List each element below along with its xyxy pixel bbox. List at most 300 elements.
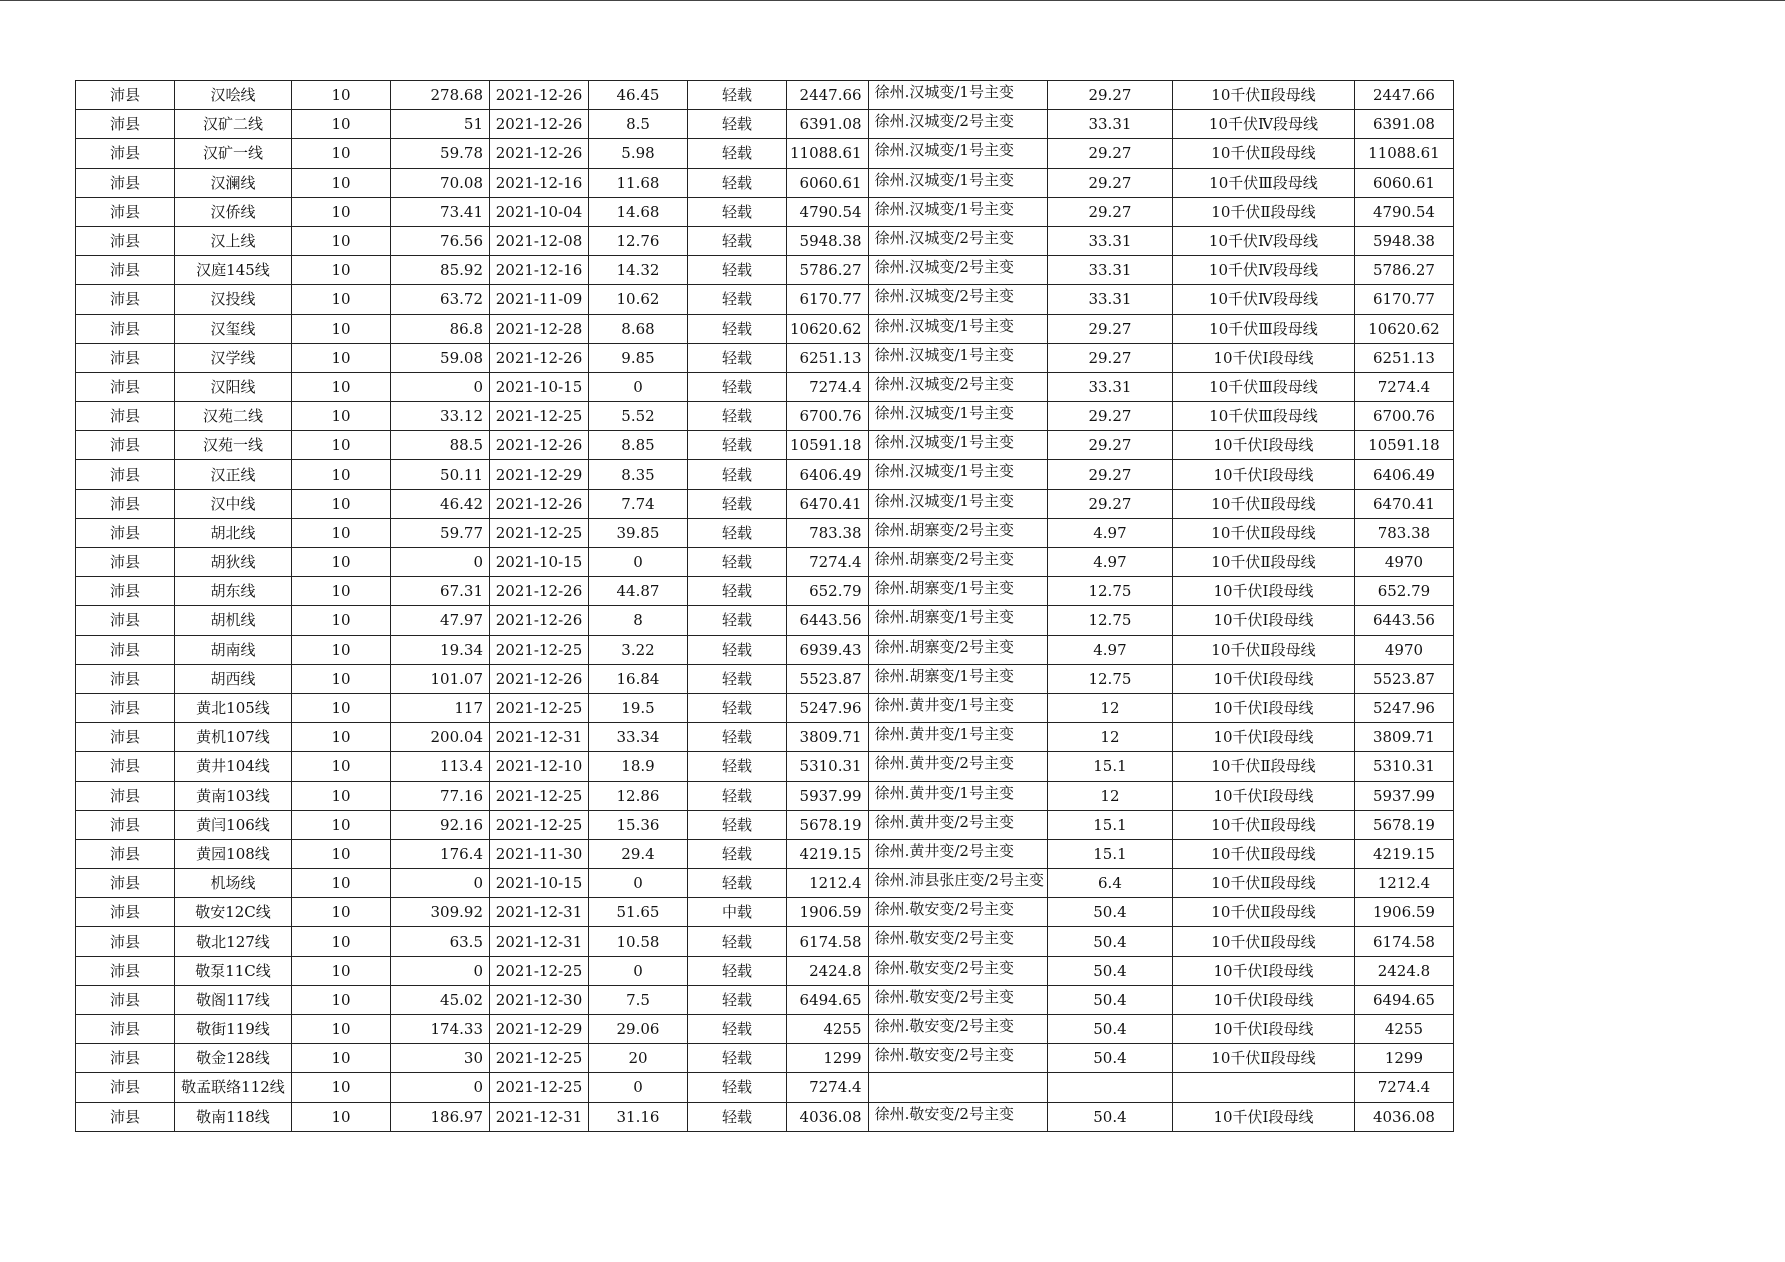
cell-substation-transformer <box>868 1073 1047 1102</box>
cell-county: 沛县 <box>76 664 175 693</box>
cell-capacity: 7274.4 <box>787 372 869 401</box>
cell-load-status: 轻载 <box>688 139 787 168</box>
cell-current: 0 <box>391 1073 490 1102</box>
cell-date: 2021-12-25 <box>490 781 589 810</box>
table-row <box>76 898 1454 927</box>
cell-capacity: 5937.99 <box>787 781 869 810</box>
cell-load-status: 轻载 <box>688 168 787 197</box>
cell-line-name: 胡机线 <box>175 606 292 635</box>
cell-date: 2021-12-26 <box>490 431 589 460</box>
cell-available-capacity: 5310.31 <box>1354 752 1453 781</box>
cell-load-rate: 7.5 <box>589 985 688 1014</box>
cell-substation-transformer: 徐州.黄井变/1号主变 <box>868 781 1047 810</box>
cell-date: 2021-12-26 <box>490 577 589 606</box>
cell-line-name: 胡南线 <box>175 635 292 664</box>
cell-date: 2021-12-31 <box>490 898 589 927</box>
cell-available-capacity: 4255 <box>1354 1015 1453 1044</box>
cell-substation-transformer: 徐州.汉城变/1号主变 <box>868 81 1047 110</box>
cell-load-rate: 0 <box>589 548 688 577</box>
cell-current: 92.16 <box>391 810 490 839</box>
cell-voltage: 10 <box>292 693 391 722</box>
cell-available-capacity: 5523.87 <box>1354 664 1453 693</box>
cell-substation-transformer: 徐州.沛县张庄变/2号主变 <box>868 869 1047 898</box>
cell-available-capacity: 4970 <box>1354 635 1453 664</box>
cell-available-capacity: 652.79 <box>1354 577 1453 606</box>
cell-load-status: 轻载 <box>688 956 787 985</box>
cell-transformer-load-rate: 50.4 <box>1047 956 1172 985</box>
cell-load-status: 轻载 <box>688 343 787 372</box>
table-row <box>76 197 1454 226</box>
cell-county: 沛县 <box>76 927 175 956</box>
cell-transformer-load-rate: 33.31 <box>1047 256 1172 285</box>
cell-substation-transformer: 徐州.汉城变/2号主变 <box>868 256 1047 285</box>
table-row <box>76 664 1454 693</box>
cell-load-status: 轻载 <box>688 577 787 606</box>
cell-county: 沛县 <box>76 314 175 343</box>
cell-capacity: 652.79 <box>787 577 869 606</box>
cell-current: 0 <box>391 869 490 898</box>
table-row <box>76 226 1454 255</box>
table-row <box>76 810 1454 839</box>
cell-voltage: 10 <box>292 226 391 255</box>
cell-county: 沛县 <box>76 548 175 577</box>
cell-substation-transformer: 徐州.汉城变/2号主变 <box>868 285 1047 314</box>
cell-load-status: 轻载 <box>688 664 787 693</box>
cell-current: 86.8 <box>391 314 490 343</box>
cell-substation-transformer: 徐州.汉城变/1号主变 <box>868 431 1047 460</box>
cell-voltage: 10 <box>292 810 391 839</box>
cell-capacity: 5523.87 <box>787 664 869 693</box>
cell-voltage: 10 <box>292 635 391 664</box>
cell-substation-transformer: 徐州.汉城变/1号主变 <box>868 168 1047 197</box>
cell-voltage: 10 <box>292 752 391 781</box>
cell-current: 113.4 <box>391 752 490 781</box>
cell-county: 沛县 <box>76 110 175 139</box>
cell-transformer-load-rate: 33.31 <box>1047 285 1172 314</box>
cell-transformer-load-rate: 50.4 <box>1047 1015 1172 1044</box>
cell-transformer-load-rate: 12.75 <box>1047 606 1172 635</box>
cell-load-status: 轻载 <box>688 256 787 285</box>
cell-load-rate: 46.45 <box>589 81 688 110</box>
cell-current: 73.41 <box>391 197 490 226</box>
cell-load-status: 轻载 <box>688 226 787 255</box>
cell-available-capacity: 6406.49 <box>1354 460 1453 489</box>
cell-busbar: 10千伏Ⅱ段母线 <box>1172 898 1354 927</box>
cell-voltage: 10 <box>292 1102 391 1131</box>
cell-load-status: 轻载 <box>688 752 787 781</box>
cell-line-name: 汉矿一线 <box>175 139 292 168</box>
cell-load-status: 轻载 <box>688 985 787 1014</box>
cell-voltage: 10 <box>292 606 391 635</box>
cell-line-name: 敬金128线 <box>175 1044 292 1073</box>
table-row <box>76 285 1454 314</box>
cell-county: 沛县 <box>76 168 175 197</box>
cell-load-rate: 29.4 <box>589 839 688 868</box>
cell-substation-transformer: 徐州.汉城变/1号主变 <box>868 489 1047 518</box>
cell-date: 2021-11-30 <box>490 839 589 868</box>
cell-busbar: 10千伏Ⅳ段母线 <box>1172 285 1354 314</box>
table-row <box>76 518 1454 547</box>
cell-busbar: 10千伏Ⅰ段母线 <box>1172 431 1354 460</box>
cell-available-capacity: 4036.08 <box>1354 1102 1453 1131</box>
cell-current: 77.16 <box>391 781 490 810</box>
cell-substation-transformer: 徐州.黄井变/2号主变 <box>868 752 1047 781</box>
cell-transformer-load-rate: 50.4 <box>1047 1044 1172 1073</box>
cell-capacity: 2447.66 <box>787 81 869 110</box>
cell-current: 76.56 <box>391 226 490 255</box>
cell-date: 2021-12-10 <box>490 752 589 781</box>
table-row <box>76 343 1454 372</box>
cell-transformer-load-rate: 50.4 <box>1047 898 1172 927</box>
cell-current: 0 <box>391 956 490 985</box>
cell-substation-transformer: 徐州.胡寨变/2号主变 <box>868 548 1047 577</box>
cell-current: 19.34 <box>391 635 490 664</box>
cell-transformer-load-rate: 15.1 <box>1047 752 1172 781</box>
cell-available-capacity: 5937.99 <box>1354 781 1453 810</box>
cell-transformer-load-rate: 29.27 <box>1047 343 1172 372</box>
cell-available-capacity: 5247.96 <box>1354 693 1453 722</box>
table-row <box>76 372 1454 401</box>
cell-date: 2021-12-26 <box>490 343 589 372</box>
cell-line-name: 汉苑二线 <box>175 402 292 431</box>
cell-load-status: 轻载 <box>688 693 787 722</box>
cell-capacity: 6443.56 <box>787 606 869 635</box>
cell-busbar: 10千伏Ⅱ段母线 <box>1172 869 1354 898</box>
cell-load-status: 轻载 <box>688 431 787 460</box>
cell-current: 176.4 <box>391 839 490 868</box>
cell-transformer-load-rate: 12 <box>1047 723 1172 752</box>
cell-line-name: 汉苑一线 <box>175 431 292 460</box>
table-row <box>76 781 1454 810</box>
cell-date: 2021-12-25 <box>490 810 589 839</box>
cell-current: 51 <box>391 110 490 139</box>
cell-transformer-load-rate: 29.27 <box>1047 460 1172 489</box>
cell-capacity: 2424.8 <box>787 956 869 985</box>
cell-available-capacity: 2447.66 <box>1354 81 1453 110</box>
cell-current: 85.92 <box>391 256 490 285</box>
cell-load-rate: 8.35 <box>589 460 688 489</box>
cell-substation-transformer: 徐州.黄井变/2号主变 <box>868 810 1047 839</box>
table-row <box>76 927 1454 956</box>
cell-line-name: 汉矿二线 <box>175 110 292 139</box>
cell-date: 2021-12-25 <box>490 956 589 985</box>
cell-voltage: 10 <box>292 431 391 460</box>
cell-county: 沛县 <box>76 285 175 314</box>
table-row <box>76 314 1454 343</box>
cell-load-status: 轻载 <box>688 489 787 518</box>
cell-county: 沛县 <box>76 577 175 606</box>
cell-transformer-load-rate: 33.31 <box>1047 226 1172 255</box>
cell-substation-transformer: 徐州.黄井变/2号主变 <box>868 839 1047 868</box>
cell-load-rate: 44.87 <box>589 577 688 606</box>
cell-transformer-load-rate: 4.97 <box>1047 635 1172 664</box>
cell-current: 59.77 <box>391 518 490 547</box>
cell-transformer-load-rate: 50.4 <box>1047 927 1172 956</box>
cell-voltage: 10 <box>292 927 391 956</box>
cell-date: 2021-10-15 <box>490 372 589 401</box>
cell-substation-transformer: 徐州.汉城变/1号主变 <box>868 314 1047 343</box>
cell-busbar <box>1172 1073 1354 1102</box>
cell-current: 30 <box>391 1044 490 1073</box>
cell-transformer-load-rate: 29.27 <box>1047 197 1172 226</box>
cell-current: 63.72 <box>391 285 490 314</box>
cell-load-rate: 9.85 <box>589 343 688 372</box>
cell-voltage: 10 <box>292 956 391 985</box>
cell-transformer-load-rate: 6.4 <box>1047 869 1172 898</box>
cell-capacity: 4036.08 <box>787 1102 869 1131</box>
cell-capacity: 7274.4 <box>787 548 869 577</box>
cell-load-status: 轻载 <box>688 197 787 226</box>
cell-capacity: 4790.54 <box>787 197 869 226</box>
cell-available-capacity: 4219.15 <box>1354 839 1453 868</box>
cell-current: 0 <box>391 548 490 577</box>
cell-substation-transformer: 徐州.汉城变/1号主变 <box>868 197 1047 226</box>
cell-substation-transformer: 徐州.敬安变/2号主变 <box>868 1044 1047 1073</box>
cell-capacity: 5948.38 <box>787 226 869 255</box>
cell-capacity: 6060.61 <box>787 168 869 197</box>
cell-busbar: 10千伏Ⅰ段母线 <box>1172 1102 1354 1131</box>
table-body <box>76 81 1454 1132</box>
table-row <box>76 489 1454 518</box>
cell-line-name: 黄井104线 <box>175 752 292 781</box>
table-row <box>76 431 1454 460</box>
cell-available-capacity: 5786.27 <box>1354 256 1453 285</box>
cell-capacity: 6700.76 <box>787 402 869 431</box>
cell-load-rate: 0 <box>589 372 688 401</box>
cell-capacity: 5310.31 <box>787 752 869 781</box>
cell-line-name: 黄机107线 <box>175 723 292 752</box>
cell-voltage: 10 <box>292 1015 391 1044</box>
cell-load-status: 轻载 <box>688 81 787 110</box>
cell-transformer-load-rate: 29.27 <box>1047 168 1172 197</box>
cell-voltage: 10 <box>292 110 391 139</box>
cell-voltage: 10 <box>292 548 391 577</box>
cell-substation-transformer: 徐州.汉城变/1号主变 <box>868 460 1047 489</box>
cell-capacity: 4219.15 <box>787 839 869 868</box>
cell-available-capacity: 6494.65 <box>1354 985 1453 1014</box>
cell-county: 沛县 <box>76 810 175 839</box>
cell-substation-transformer: 徐州.汉城变/2号主变 <box>868 372 1047 401</box>
cell-date: 2021-12-26 <box>490 139 589 168</box>
cell-busbar: 10千伏Ⅰ段母线 <box>1172 723 1354 752</box>
cell-substation-transformer: 徐州.胡寨变/2号主变 <box>868 635 1047 664</box>
cell-line-name: 敬阁117线 <box>175 985 292 1014</box>
cell-load-rate: 15.36 <box>589 810 688 839</box>
cell-available-capacity: 3809.71 <box>1354 723 1453 752</box>
cell-date: 2021-11-09 <box>490 285 589 314</box>
cell-voltage: 10 <box>292 869 391 898</box>
cell-available-capacity: 6174.58 <box>1354 927 1453 956</box>
cell-transformer-load-rate: 29.27 <box>1047 431 1172 460</box>
cell-county: 沛县 <box>76 693 175 722</box>
cell-current: 117 <box>391 693 490 722</box>
cell-load-rate: 8.5 <box>589 110 688 139</box>
cell-current: 59.08 <box>391 343 490 372</box>
cell-available-capacity: 6443.56 <box>1354 606 1453 635</box>
cell-date: 2021-12-26 <box>490 664 589 693</box>
cell-transformer-load-rate: 29.27 <box>1047 139 1172 168</box>
cell-current: 46.42 <box>391 489 490 518</box>
cell-load-status: 轻载 <box>688 548 787 577</box>
cell-substation-transformer: 徐州.汉城变/2号主变 <box>868 110 1047 139</box>
cell-voltage: 10 <box>292 489 391 518</box>
cell-transformer-load-rate <box>1047 1073 1172 1102</box>
cell-transformer-load-rate: 29.27 <box>1047 489 1172 518</box>
cell-load-rate: 18.9 <box>589 752 688 781</box>
cell-county: 沛县 <box>76 489 175 518</box>
cell-busbar: 10千伏Ⅱ段母线 <box>1172 927 1354 956</box>
cell-voltage: 10 <box>292 460 391 489</box>
cell-line-name: 汉侨线 <box>175 197 292 226</box>
cell-load-rate: 5.52 <box>589 402 688 431</box>
cell-busbar: 10千伏Ⅳ段母线 <box>1172 226 1354 255</box>
cell-line-name: 汉澜线 <box>175 168 292 197</box>
cell-load-status: 轻载 <box>688 402 787 431</box>
cell-busbar: 10千伏Ⅱ段母线 <box>1172 548 1354 577</box>
table-row <box>76 139 1454 168</box>
cell-line-name: 汉玺线 <box>175 314 292 343</box>
cell-load-status: 轻载 <box>688 723 787 752</box>
table-row <box>76 869 1454 898</box>
cell-capacity: 7274.4 <box>787 1073 869 1102</box>
cell-busbar: 10千伏Ⅰ段母线 <box>1172 460 1354 489</box>
cell-busbar: 10千伏Ⅱ段母线 <box>1172 489 1354 518</box>
table-row <box>76 723 1454 752</box>
table-row <box>76 110 1454 139</box>
cell-county: 沛县 <box>76 343 175 372</box>
cell-line-name: 黄南103线 <box>175 781 292 810</box>
cell-county: 沛县 <box>76 139 175 168</box>
cell-voltage: 10 <box>292 1044 391 1073</box>
cell-current: 33.12 <box>391 402 490 431</box>
cell-voltage: 10 <box>292 781 391 810</box>
cell-date: 2021-12-25 <box>490 402 589 431</box>
cell-voltage: 10 <box>292 723 391 752</box>
cell-busbar: 10千伏Ⅲ段母线 <box>1172 168 1354 197</box>
cell-current: 186.97 <box>391 1102 490 1131</box>
cell-current: 174.33 <box>391 1015 490 1044</box>
cell-load-rate: 3.22 <box>589 635 688 664</box>
cell-county: 沛县 <box>76 460 175 489</box>
cell-voltage: 10 <box>292 314 391 343</box>
cell-substation-transformer: 徐州.黄井变/1号主变 <box>868 723 1047 752</box>
cell-date: 2021-12-16 <box>490 168 589 197</box>
cell-line-name: 汉中线 <box>175 489 292 518</box>
cell-load-status: 轻载 <box>688 372 787 401</box>
cell-load-status: 轻载 <box>688 1015 787 1044</box>
cell-load-status: 轻载 <box>688 1073 787 1102</box>
cell-date: 2021-12-26 <box>490 81 589 110</box>
cell-voltage: 10 <box>292 285 391 314</box>
cell-current: 200.04 <box>391 723 490 752</box>
table-row <box>76 1015 1454 1044</box>
cell-county: 沛县 <box>76 256 175 285</box>
table-row <box>76 81 1454 110</box>
cell-available-capacity: 6470.41 <box>1354 489 1453 518</box>
cell-capacity: 1212.4 <box>787 869 869 898</box>
cell-capacity: 6494.65 <box>787 985 869 1014</box>
cell-capacity: 6170.77 <box>787 285 869 314</box>
cell-voltage: 10 <box>292 197 391 226</box>
cell-line-name: 汉阳线 <box>175 372 292 401</box>
cell-available-capacity: 6700.76 <box>1354 402 1453 431</box>
cell-available-capacity: 10620.62 <box>1354 314 1453 343</box>
cell-line-name: 敬孟联络112线 <box>175 1073 292 1102</box>
cell-county: 沛县 <box>76 635 175 664</box>
table-row <box>76 1102 1454 1131</box>
table-row <box>76 752 1454 781</box>
table-row <box>76 402 1454 431</box>
table-row <box>76 256 1454 285</box>
cell-busbar: 10千伏Ⅲ段母线 <box>1172 314 1354 343</box>
cell-load-status: 轻载 <box>688 314 787 343</box>
cell-capacity: 6470.41 <box>787 489 869 518</box>
cell-busbar: 10千伏Ⅰ段母线 <box>1172 343 1354 372</box>
cell-load-status: 轻载 <box>688 518 787 547</box>
cell-substation-transformer: 徐州.敬安变/2号主变 <box>868 1015 1047 1044</box>
cell-county: 沛县 <box>76 197 175 226</box>
cell-date: 2021-12-25 <box>490 1073 589 1102</box>
cell-available-capacity: 6251.13 <box>1354 343 1453 372</box>
cell-busbar: 10千伏Ⅱ段母线 <box>1172 197 1354 226</box>
cell-transformer-load-rate: 15.1 <box>1047 839 1172 868</box>
cell-transformer-load-rate: 12.75 <box>1047 664 1172 693</box>
cell-date: 2021-12-08 <box>490 226 589 255</box>
cell-county: 沛县 <box>76 839 175 868</box>
cell-busbar: 10千伏Ⅱ段母线 <box>1172 139 1354 168</box>
cell-substation-transformer: 徐州.汉城变/1号主变 <box>868 402 1047 431</box>
table-row <box>76 168 1454 197</box>
cell-busbar: 10千伏Ⅰ段母线 <box>1172 664 1354 693</box>
cell-load-rate: 11.68 <box>589 168 688 197</box>
cell-date: 2021-12-25 <box>490 518 589 547</box>
cell-county: 沛县 <box>76 985 175 1014</box>
table-row <box>76 1044 1454 1073</box>
cell-busbar: 10千伏Ⅱ段母线 <box>1172 752 1354 781</box>
cell-line-name: 汉庭145线 <box>175 256 292 285</box>
cell-date: 2021-12-25 <box>490 635 589 664</box>
cell-busbar: 10千伏Ⅰ段母线 <box>1172 577 1354 606</box>
cell-line-name: 胡东线 <box>175 577 292 606</box>
cell-available-capacity: 4790.54 <box>1354 197 1453 226</box>
cell-available-capacity: 1299 <box>1354 1044 1453 1073</box>
cell-voltage: 10 <box>292 256 391 285</box>
cell-county: 沛县 <box>76 372 175 401</box>
cell-voltage: 10 <box>292 343 391 372</box>
cell-current: 50.11 <box>391 460 490 489</box>
cell-transformer-load-rate: 15.1 <box>1047 810 1172 839</box>
cell-available-capacity: 11088.61 <box>1354 139 1453 168</box>
feeder-load-table <box>75 80 1454 1132</box>
cell-load-status: 轻载 <box>688 606 787 635</box>
cell-available-capacity: 5678.19 <box>1354 810 1453 839</box>
cell-busbar: 10千伏Ⅰ段母线 <box>1172 956 1354 985</box>
cell-load-status: 轻载 <box>688 110 787 139</box>
cell-available-capacity: 6060.61 <box>1354 168 1453 197</box>
cell-busbar: 10千伏Ⅱ段母线 <box>1172 81 1354 110</box>
cell-load-rate: 10.62 <box>589 285 688 314</box>
cell-line-name: 汉上线 <box>175 226 292 255</box>
cell-transformer-load-rate: 29.27 <box>1047 402 1172 431</box>
cell-substation-transformer: 徐州.敬安变/2号主变 <box>868 956 1047 985</box>
table-row <box>76 839 1454 868</box>
cell-substation-transformer: 徐州.汉城变/1号主变 <box>868 139 1047 168</box>
cell-load-rate: 0 <box>589 956 688 985</box>
cell-line-name: 胡西线 <box>175 664 292 693</box>
cell-date: 2021-12-31 <box>490 1102 589 1131</box>
cell-date: 2021-12-25 <box>490 693 589 722</box>
cell-capacity: 1299 <box>787 1044 869 1073</box>
